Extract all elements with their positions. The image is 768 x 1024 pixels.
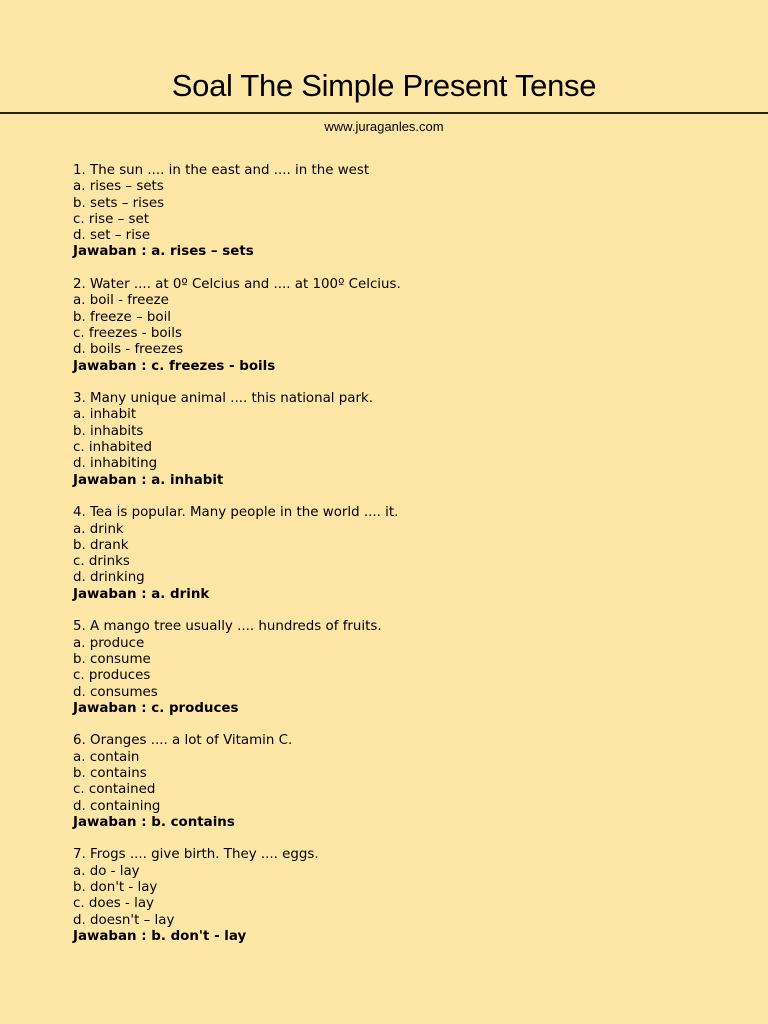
page-title: Soal The Simple Present Tense (171, 68, 597, 103)
option-a: a. inhabit (73, 407, 137, 423)
option-b: b. inhabits (73, 423, 144, 439)
question-text: 1. The sun .... in the east and .... in the west (73, 163, 370, 178)
answer-key: Jawaban : c. produces (73, 700, 239, 716)
option-d: d. consumes (73, 684, 158, 700)
option-d: d. boils - freezes (73, 342, 184, 358)
option-b: b. sets – rises (73, 195, 165, 211)
question-text: 2. Water .... at 0º Celcius and .... at 100º Celcius. (73, 277, 401, 293)
site-url: www.juraganles.com (324, 119, 444, 134)
question-2 (73, 277, 733, 375)
question-list (73, 163, 733, 962)
option-a: a. drink (73, 521, 124, 537)
option-b: b. freeze – boil (73, 309, 172, 325)
option-b: b. contains (73, 765, 147, 781)
question-text: 5. A mango tree usually .... hundreds of fruits. (73, 619, 382, 635)
option-a: a. produce (73, 635, 145, 651)
option-d: d. inhabiting (73, 456, 158, 472)
question-4 (73, 505, 733, 603)
question-6 (73, 733, 733, 831)
answer-key: Jawaban : b. don't - lay (73, 928, 247, 944)
answer-key: Jawaban : c. freezes - boils (73, 358, 276, 374)
option-d: d. drinking (73, 570, 145, 586)
option-a: a. contain (73, 749, 140, 765)
question-text: 6. Oranges .... a lot of Vitamin C. (73, 733, 293, 749)
question-7 (73, 847, 733, 945)
question-text: 4. Tea is popular. Many people in the world .... it. (73, 505, 399, 521)
question-text: 3. Many unique animal .... this national park. (73, 391, 373, 407)
option-a: a. rises – sets (73, 179, 164, 195)
option-c: c. freezes - boils (73, 325, 182, 341)
option-c: c. inhabited (73, 440, 152, 456)
option-d: d. doesn't – lay (73, 912, 175, 928)
option-d: d. set – rise (73, 228, 151, 244)
option-c: c. rise – set (73, 211, 149, 227)
question-3 (73, 391, 733, 489)
answer-key: Jawaban : a. rises – sets (73, 244, 254, 260)
option-c: c. contained (73, 782, 156, 798)
answer-key: Jawaban : b. contains (73, 814, 235, 830)
option-a: a. do - lay (73, 863, 140, 879)
question-5 (73, 619, 733, 717)
option-c: c. produces (73, 668, 151, 684)
option-c: c. drinks (73, 554, 130, 570)
question-text: 7. Frogs .... give birth. They .... eggs. (73, 847, 319, 863)
answer-key: Jawaban : a. drink (73, 586, 210, 602)
option-a: a. boil - freeze (73, 293, 169, 309)
option-b: b. consume (73, 651, 151, 667)
option-b: b. don't - lay (73, 880, 158, 896)
option-c: c. does - lay (73, 896, 154, 912)
title-divider (0, 112, 768, 114)
option-b: b. drank (73, 537, 129, 553)
option-d: d. containing (73, 798, 161, 814)
question-1 (73, 163, 733, 261)
answer-key: Jawaban : a. inhabit (73, 472, 224, 488)
